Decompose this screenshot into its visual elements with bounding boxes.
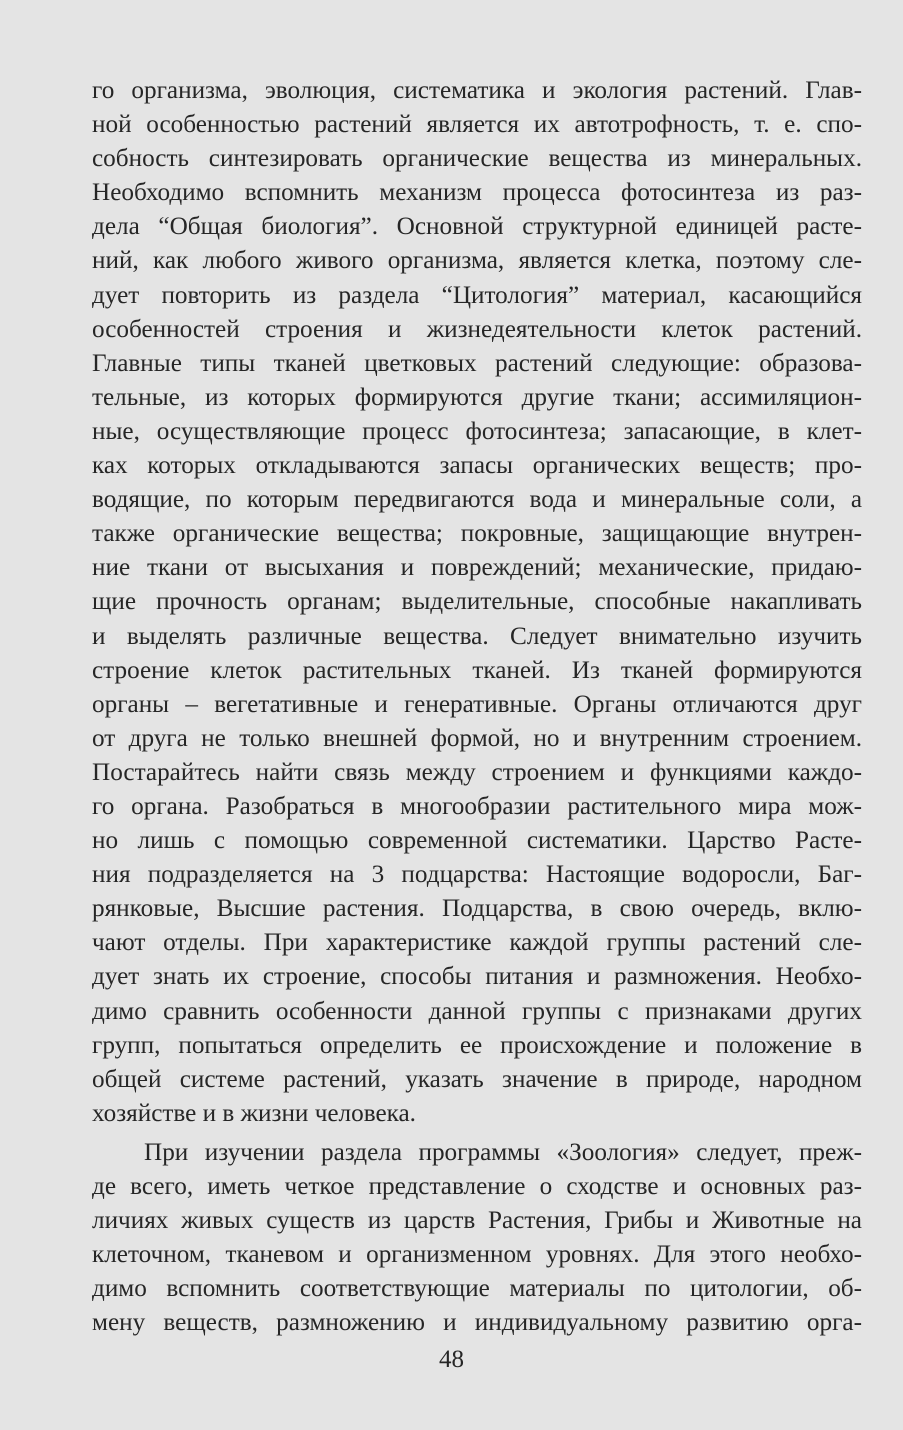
text-line: хозяйстве и в жизни человека. [92, 1099, 416, 1127]
body-text [92, 74, 862, 1340]
text-line: водящие, по которым передвигаются вода и минеральные соли, а [92, 486, 862, 514]
text-line: ной особенностью растений является их автотрофность, т. е. спо- [92, 111, 862, 139]
text-line: чают отделы. При характеристике каждой группы растений сле- [92, 929, 862, 957]
text-line: го органа. Разобраться в многообразии растительного мира мож- [92, 792, 862, 820]
text-line: органы – вегетативные и генеративные. Органы отличаются друг [92, 690, 862, 718]
text-line: строение клеток растительных тканей. Из тканей формируются [92, 656, 862, 684]
text-line: дует знать их строение, способы питания и размножения. Необхо- [92, 963, 862, 991]
text-line: щие прочность органам; выделительные, способные накапливать [92, 588, 862, 616]
text-line: ния подразделяется на 3 подцарства: Настоящие водоросли, Баг- [92, 861, 862, 889]
text-line: собность синтезировать органические вещества из минеральных. [92, 145, 862, 173]
text-line: ние ткани от высыхания и повреждений; механические, придаю- [92, 554, 862, 582]
text-line: рянковые, Высшие растения. Подцарства, в свою очередь, вклю- [92, 895, 862, 923]
text-line: дует повторить из раздела “Цитология” материал, касающийся [92, 281, 862, 309]
text-line: ные, осуществляющие процесс фотосинтеза; запасающие, в клет- [92, 417, 862, 445]
text-line: го организма, эволюция, систематика и экология растений. Глав- [92, 77, 862, 104]
text-line: мену веществ, размножению и индивидуальному развитию орга- [92, 1309, 862, 1337]
text-line: групп, попытаться определить ее происхождение и положение в [92, 1031, 862, 1059]
text-line: клеточном, тканевом и организменном уровнях. Для этого необхо- [92, 1241, 862, 1269]
text-line: ний, как любого живого организма, является клетка, поэтому сле- [92, 247, 862, 275]
text-line: Необходимо вспомнить механизм процесса фотосинтеза из раз- [92, 179, 862, 207]
text-line: Постарайтесь найти связь между строением и функциями каждо- [92, 758, 862, 786]
text-line: также органические вещества; покровные, защищающие внутрен- [92, 520, 862, 548]
text-line: димо сравнить особенности данной группы с признаками других [92, 997, 862, 1025]
text-line: дела “Общая биология”. Основной структурной единицей расте- [92, 213, 862, 241]
text-line: димо вспомнить соответствующие материалы по цитологии, об- [92, 1275, 862, 1303]
text-line: и выделять различные вещества. Следует внимательно изучить [92, 622, 862, 650]
text-line: ках которых откладываются запасы органических веществ; про- [92, 452, 862, 480]
paragraph-botany [92, 74, 862, 1131]
text-line: де всего, иметь четкое представление о сходстве и основных раз- [92, 1173, 862, 1200]
text-line: от друга не только внешней формой, но и внутренним строением. [92, 724, 862, 752]
page-number: 48 [439, 1346, 464, 1373]
text-line: общей системе растений, указать значение в природе, народном [92, 1065, 862, 1093]
paragraph-zoology [92, 1136, 862, 1341]
text-line: Главные типы тканей цветковых растений следующие: образова- [92, 349, 862, 377]
text-line: но лишь с помощью современной систематики. Царство Расте- [92, 827, 862, 855]
text-line: тельные, из которых формируются другие ткани; ассимиляцион- [92, 383, 862, 411]
text-line: особенностей строения и жизнедеятельности клеток растений. [92, 315, 862, 343]
text-line: личиях живых существ из царств Растения, Грибы и Животные на [92, 1207, 862, 1235]
text-line: При изучении раздела программы «Зоология» следует, преж- [144, 1138, 862, 1166]
